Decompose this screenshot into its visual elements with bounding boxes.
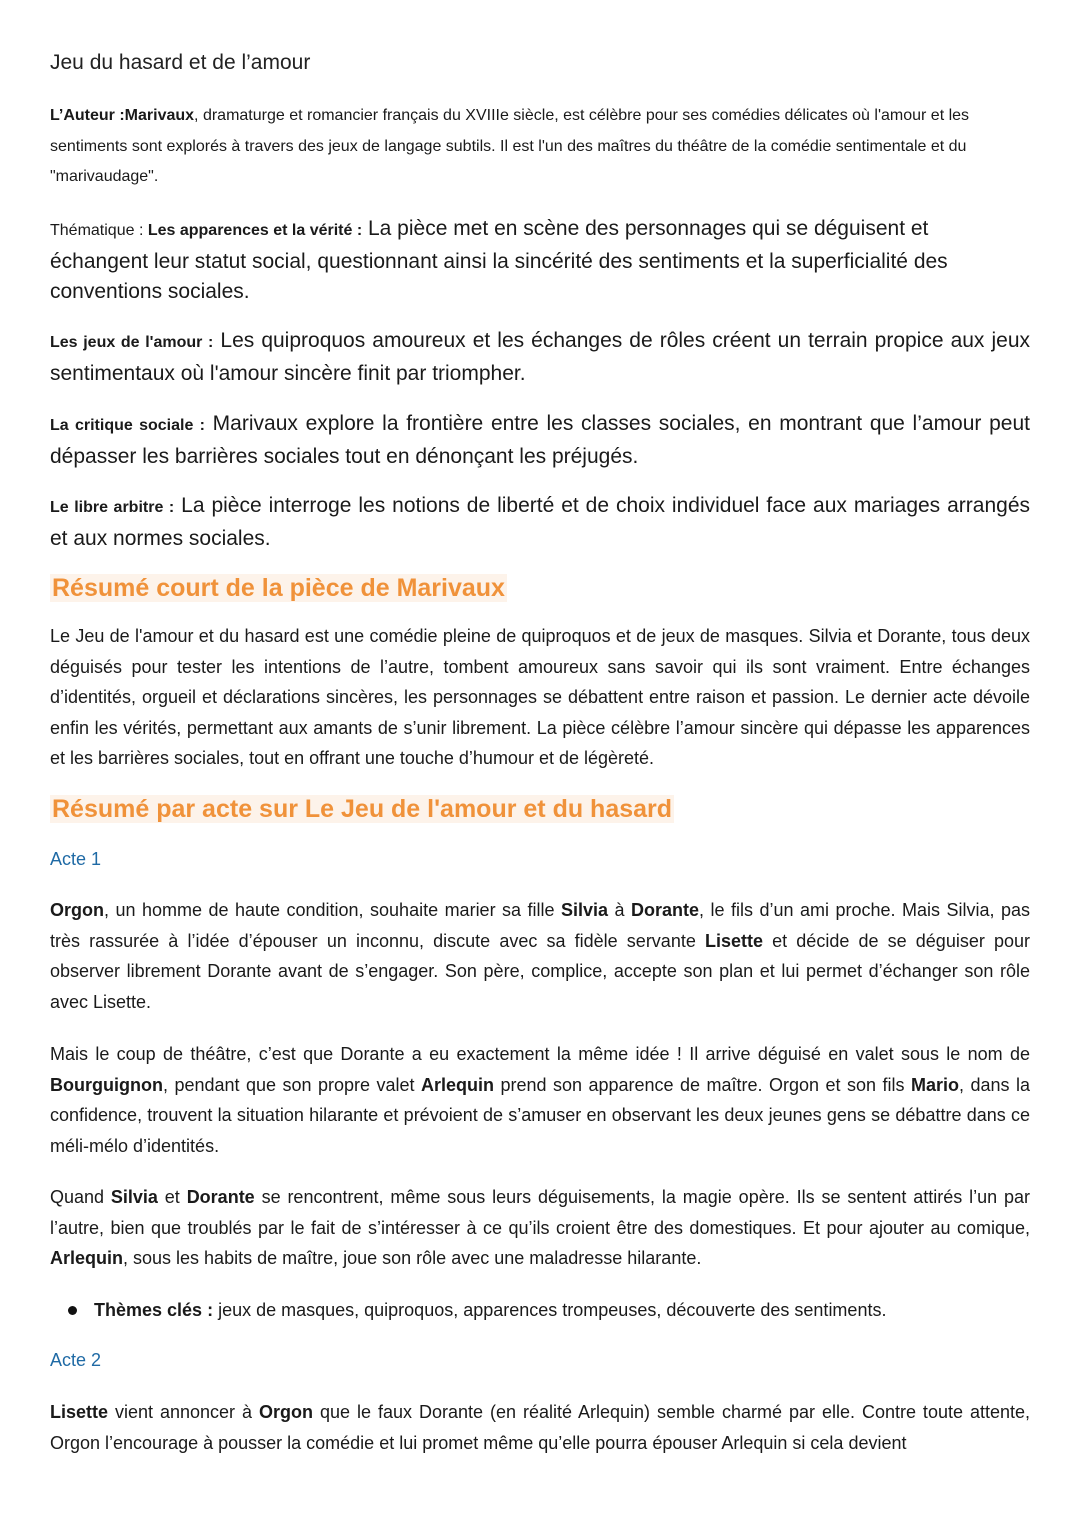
text-span: , pendant que son propre valet bbox=[162, 1074, 421, 1095]
critique-text: Marivaux explore la frontière entre les classes sociales, en montrant que l’amour peut dépasser les barrières sociales tout en dénonçant les préjugés. bbox=[50, 412, 1030, 468]
text-span: Mais le coup de théâtre, c’est que Dorante a eu exactement la même idée ! Il arrive déguisé en valet sous le nom de bbox=[50, 1044, 1030, 1064]
text-span: et décide de se déguiser pour observer librement Dorante avant de s’engager. Son père, complice, accepte son plan et lui permet d’échanger son rôle avec Lisette. bbox=[50, 930, 1030, 1012]
document-title: Jeu du hasard et de l’amour bbox=[50, 51, 311, 74]
heading-resume-acte bbox=[50, 793, 1030, 825]
heading-resume-court-text: Résumé court de la pièce de Marivaux bbox=[52, 574, 505, 602]
jeux-paragraph bbox=[50, 326, 1030, 389]
acte1-paragraph-2 bbox=[50, 1039, 1030, 1161]
jeux-label: Les jeux de l'amour : bbox=[50, 334, 214, 351]
resume-court-paragraph: Le Jeu de l'amour et du hasard est une comédie pleine de quiproquos et de jeux de masques. Silvia et Dorante, tous deux déguisés pour tester les intentions de l’autre, tombent amoureux sans savoir qui ils sont vraiment. Entre échanges d’identités, orgueil et déclarations sincères, les personnages se débattent entre raison et passion. Le dernier acte dévoile enfin les vérités, permettant aux amants de s’unir librement. La pièce célèbre l’amour sincère qui dépasse les apparences et les barrières sociales, tout en offrant une touche d’humour et de légèreté. bbox=[50, 626, 1030, 768]
name-bourguignon: Bourguignon bbox=[50, 1074, 163, 1095]
text-span: , le fils d’un ami proche. Mais Silvia, pas très rassurée à l’idée d’épouser un inconnu, discute avec sa fidèle servante bbox=[50, 900, 1030, 951]
auteur-label: L’Auteur : bbox=[50, 107, 125, 124]
auteur-paragraph bbox=[50, 101, 1030, 193]
thematique-prefix: Thématique : bbox=[50, 222, 148, 239]
text-span: et bbox=[157, 1187, 187, 1207]
thematique-text: La pièce met en scène des personnages qui se déguisent et échangent leur statut social, questionnant ainsi la sincérité des sentiments et la superficialité des conventions sociales. bbox=[50, 217, 948, 303]
text-span: à bbox=[608, 900, 632, 920]
acte2-heading: Acte 2 bbox=[50, 1350, 102, 1370]
text-span: Quand bbox=[50, 1187, 111, 1207]
name-orgon: Orgon bbox=[259, 1402, 314, 1422]
text-span: que le faux Dorante (en réalité Arlequin) semble charmé par elle. Contre toute attente, Orgon l’encourage à pousser la comédie et lui promet même qu’elle pourra épouser Arlequin si cela devient bbox=[50, 1402, 1030, 1453]
text-span: vient annoncer à bbox=[108, 1402, 260, 1422]
heading-resume-acte-text: Résumé par acte sur Le Jeu de l'amour et du hasard bbox=[52, 795, 673, 823]
acte1-paragraph-1 bbox=[50, 895, 1030, 1017]
name-dorante: Dorante bbox=[631, 900, 700, 920]
text-span: , sous les habits de maître, joue son rôle avec une maladresse hilarante. bbox=[123, 1248, 702, 1268]
thematique-paragraph bbox=[50, 214, 1030, 308]
text-span: , dans la confidence, trouvent la situation hilarante et prévoient de s’amuser en observant les deux jeunes gens se débattre dans ce méli-mélo d’identités. bbox=[50, 1074, 1031, 1156]
text-span: se rencontrent, même sous leurs déguisements, la magie opère. Ils se sentent attirés l’un par l’autre, bien que troublés par le fait de s’intéresser à ce qu’ils croient être des domestiques. Et pour ajouter au comique, bbox=[50, 1187, 1030, 1238]
text-span: prend son apparence de maître. Orgon et son fils bbox=[494, 1074, 911, 1095]
jeux-text: Les quiproquos amoureux et les échanges de rôles créent un terrain propice aux jeux sentimentaux où l'amour sincère finit par triompher. bbox=[50, 329, 1031, 385]
name-mario: Mario bbox=[911, 1074, 960, 1095]
acte1-paragraph-3 bbox=[50, 1182, 1030, 1274]
name-lisette: Lisette bbox=[704, 930, 764, 951]
name-silvia: Silvia bbox=[110, 1187, 158, 1207]
auteur-text: , dramaturge et romancier français du XVIIIe siècle, est célèbre pour ses comédies délicates où l'amour et les sentiments sont explorés à travers des jeux de langage subtils. Il est l'un des maîtres du théâtre de la comédie sentimentale et du "marivaudage". bbox=[50, 107, 970, 185]
text-span: , un homme de haute condition, souhaite marier sa fille bbox=[104, 900, 562, 920]
critique-label: La critique sociale : bbox=[50, 417, 205, 434]
thematique-label: Les apparences et la vérité : bbox=[147, 222, 363, 239]
name-orgon: Orgon bbox=[50, 900, 104, 920]
themes-bullet-item bbox=[68, 1296, 1028, 1324]
themes-label: Thèmes clés : bbox=[94, 1300, 214, 1320]
themes-text-block bbox=[68, 1296, 1028, 1324]
heading-resume-court bbox=[50, 572, 1030, 604]
name-arlequin: Arlequin bbox=[421, 1074, 495, 1095]
themes-text: jeux de masques, quiproquos, apparences trompeuses, découverte des sentiments. bbox=[213, 1300, 887, 1320]
name-lisette: Lisette bbox=[50, 1402, 109, 1422]
arbitre-paragraph bbox=[50, 491, 1030, 554]
acte2-paragraph-1 bbox=[50, 1397, 1030, 1458]
critique-paragraph bbox=[50, 409, 1030, 472]
arbitre-text: La pièce interroge les notions de liberté et de choix individuel face aux mariages arrangés et aux normes sociales. bbox=[50, 494, 1030, 550]
auteur-name: Marivaux bbox=[124, 107, 195, 124]
name-arlequin: Arlequin bbox=[50, 1248, 124, 1268]
bullet-dot-icon bbox=[68, 1306, 77, 1315]
name-silvia: Silvia bbox=[561, 900, 609, 920]
name-dorante: Dorante bbox=[186, 1187, 255, 1207]
arbitre-label: Le libre arbitre : bbox=[50, 499, 175, 516]
acte1-heading: Acte 1 bbox=[50, 849, 102, 869]
